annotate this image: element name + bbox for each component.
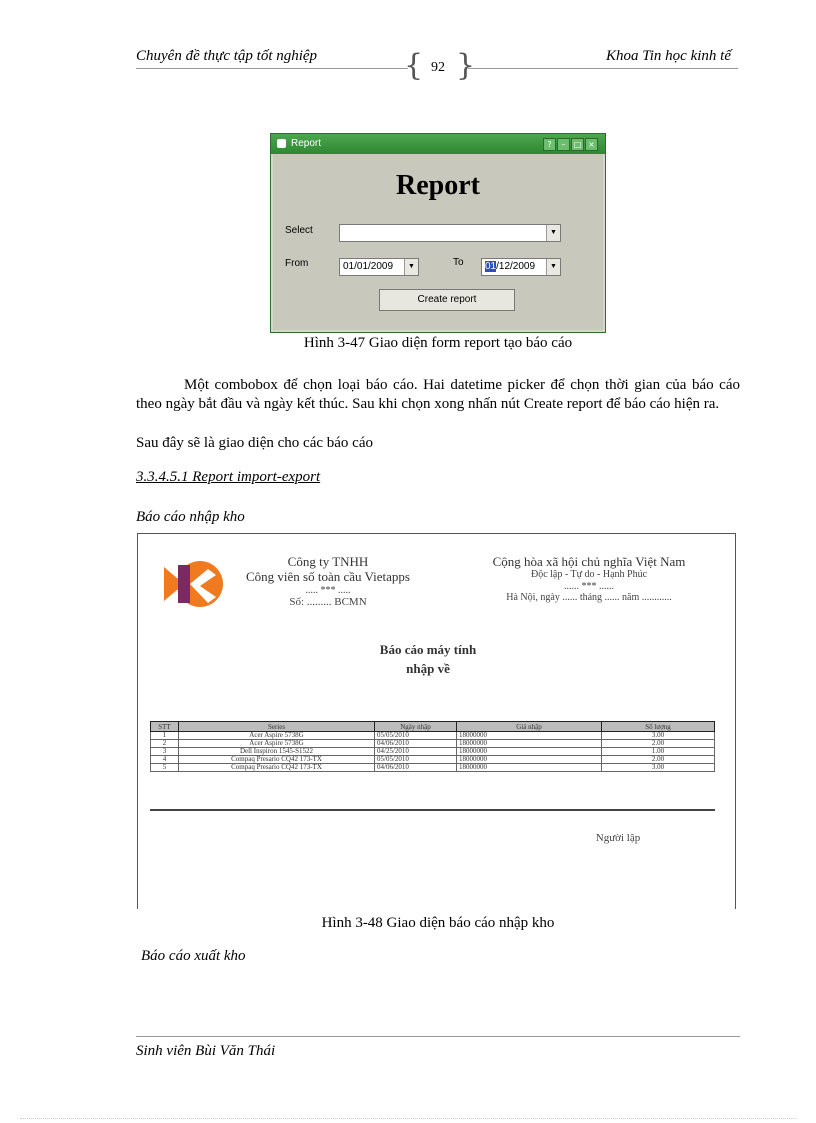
table-cell: 05/05/2010 <box>375 732 457 740</box>
report-subtitle: nhập về <box>406 661 450 676</box>
to-date-rest: /12/2009 <box>496 261 536 272</box>
table-row <box>151 740 715 748</box>
chevron-down-icon[interactable]: ▼ <box>404 259 418 275</box>
table-cell: 18000000 <box>457 740 602 748</box>
page-bottom-border <box>20 1118 796 1119</box>
table-cell: 04/06/2010 <box>375 740 457 748</box>
window-title: Report <box>291 138 322 149</box>
report-heading: Report <box>396 170 480 201</box>
body-paragraph-1: Một combobox để chọn loại báo cáo. Hai datetime picker để chọn thời gian của báo cáo theo ngày bắt đầu và ngày kết thúc. Sau khi chọn xong nhấn nút Create report để báo cáo hiện ra. <box>136 377 740 412</box>
table-cell: 1.00 <box>602 748 715 756</box>
chevron-down-icon[interactable]: ▼ <box>546 259 560 275</box>
column-header: Giá nhập <box>457 722 602 732</box>
close-icon[interactable]: × <box>585 138 598 151</box>
import-report-preview <box>137 533 736 909</box>
nation-stars: ...... *** ...... <box>564 581 614 592</box>
body-paragraph-2: Sau đây sẽ là giao diện cho các báo cáo <box>136 435 373 451</box>
figure-caption-47: Hình 3-47 Giao diện form report tạo báo cáo <box>303 335 573 351</box>
import-table <box>150 721 715 772</box>
to-date-day-selected: 01 <box>485 261 497 272</box>
nation-motto: Độc lập - Tự do - Hạnh Phúc <box>530 569 648 580</box>
header-rule-right <box>468 68 738 69</box>
table-cell: 3.00 <box>602 732 715 740</box>
table-cell: 18000000 <box>457 732 602 740</box>
column-header: Series <box>179 722 375 732</box>
report-window <box>270 133 606 333</box>
subheading-export: Báo cáo xuất kho <box>141 948 246 964</box>
table-cell: 04/06/2010 <box>375 764 457 772</box>
company-stars: ..... *** ..... <box>305 585 351 596</box>
report-title: Báo cáo máy tính <box>379 642 477 657</box>
table-cell: Acer Aspire 5738G <box>179 740 375 748</box>
select-label: Select <box>285 225 313 236</box>
from-date-value: 01/01/2009 <box>343 261 394 272</box>
section-heading: 3.3.4.5.1 Report import-export <box>136 469 321 485</box>
header-right: Khoa Tin học kinh tế <box>606 48 731 64</box>
table-cell: Compaq Presario CQ42 173-TX <box>179 756 375 764</box>
table-header-row <box>151 722 715 732</box>
table-cell: Compaq Presario CQ42 173-TX <box>179 764 375 772</box>
table-cell: 5 <box>151 764 179 772</box>
page-number: 92 <box>431 60 445 75</box>
create-report-button[interactable]: Create report <box>379 289 515 311</box>
footer-rule <box>136 1036 740 1037</box>
subheading-import: Báo cáo nhập kho <box>136 509 245 525</box>
help-icon[interactable]: ? <box>543 138 556 151</box>
footer-author: Sinh viên Bùi Văn Thái <box>136 1043 276 1059</box>
table-cell: 2.00 <box>602 756 715 764</box>
table-cell: Dell Inspiron 1545-S1522 <box>179 748 375 756</box>
table-cell: 2.00 <box>602 740 715 748</box>
report-titlebar[interactable] <box>271 134 605 154</box>
nation-title: Cộng hòa xã hội chủ nghĩa Việt Nam <box>492 554 686 569</box>
table-cell: 1 <box>151 732 179 740</box>
maximize-icon[interactable]: □ <box>571 138 584 151</box>
to-label: To <box>453 257 464 268</box>
left-brace-icon: { <box>404 48 424 83</box>
column-header: Số lượng <box>602 722 715 732</box>
table-cell: 05/05/2010 <box>375 756 457 764</box>
table-cell: Acer Aspire 5738G <box>179 732 375 740</box>
figure-caption-48: Hình 3-48 Giao diện báo cáo nhập kho <box>321 915 555 931</box>
window-app-icon <box>277 139 286 148</box>
table-cell: 4 <box>151 756 179 764</box>
report-date-line: Hà Nội, ngày ...... tháng ...... năm ............ <box>506 592 672 603</box>
company-number: Số: ......... BCMN <box>289 596 367 608</box>
minimize-icon[interactable]: – <box>557 138 570 151</box>
table-cell: 2 <box>151 740 179 748</box>
to-date-picker[interactable] <box>481 258 561 276</box>
table-row <box>151 764 715 772</box>
table-cell: 18000000 <box>457 748 602 756</box>
company-name: Công ty TNHH <box>287 554 369 569</box>
table-row <box>151 732 715 740</box>
table-cell: 04/25/2010 <box>375 748 457 756</box>
column-header: Ngày nhập <box>375 722 457 732</box>
table-cell: 3.00 <box>602 764 715 772</box>
header-rule-left <box>136 68 408 69</box>
table-cell: 18000000 <box>457 756 602 764</box>
select-combobox[interactable] <box>339 224 561 242</box>
right-brace-icon: } <box>456 48 476 83</box>
signer-label: Người lập <box>595 832 641 844</box>
report-divider <box>150 809 715 811</box>
column-header: STT <box>151 722 179 732</box>
table-cell: 18000000 <box>457 764 602 772</box>
from-date-picker[interactable] <box>339 258 419 276</box>
from-label: From <box>285 258 309 269</box>
table-cell: 3 <box>151 748 179 756</box>
chevron-down-icon[interactable]: ▼ <box>546 225 560 241</box>
company-logo-icon <box>160 559 226 609</box>
header-left: Chuyên đề thực tập tốt nghiệp <box>136 48 318 64</box>
company-subname: Công viên số toàn cầu Vietapps <box>246 569 410 584</box>
